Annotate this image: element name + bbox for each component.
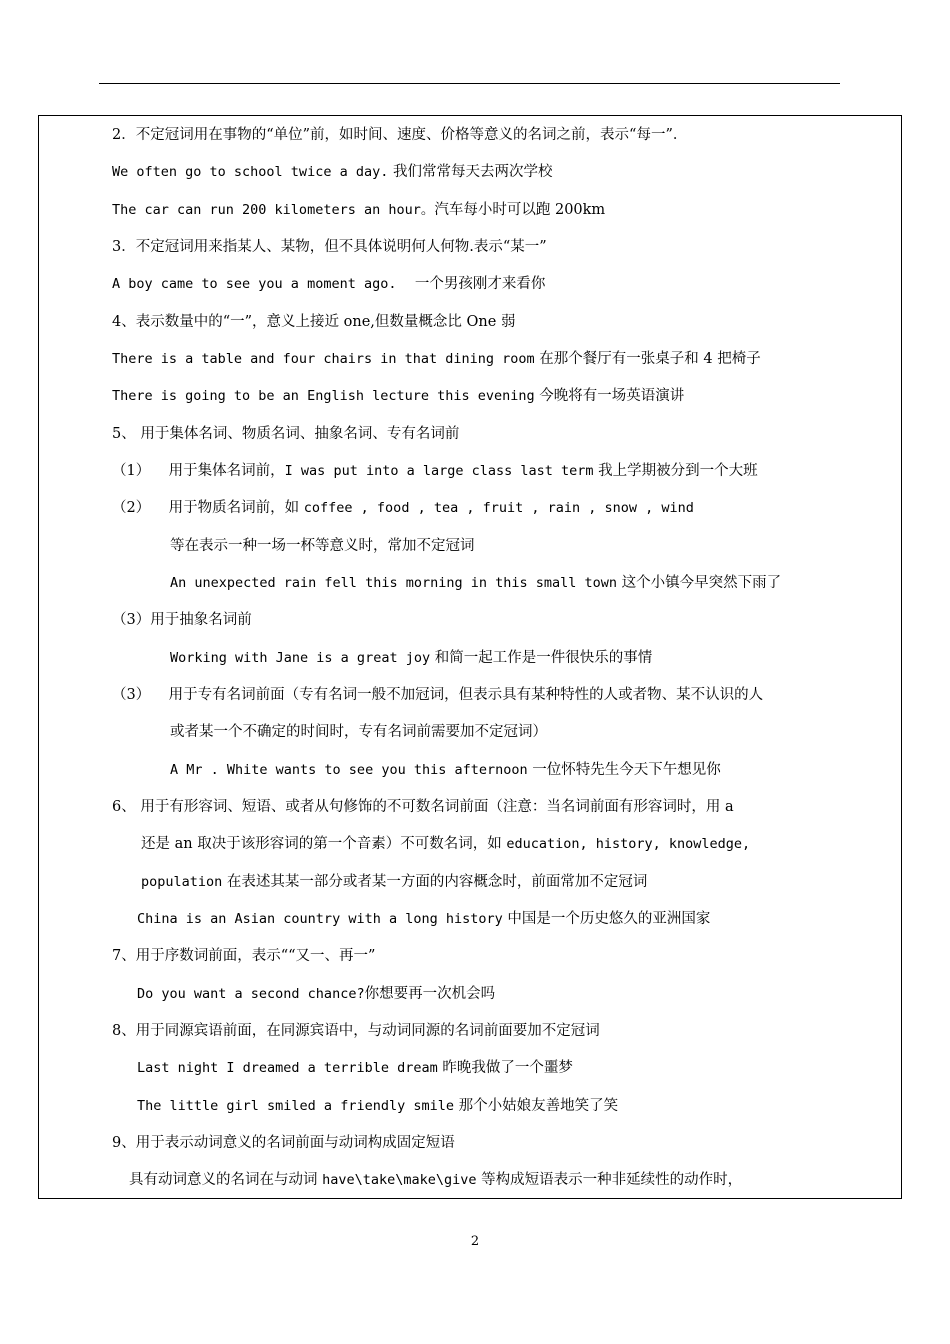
item-2-heading: 2．不定冠词用在事物的“单位”前，如时间、速度、价格等意义的名词之前，表示“每一”．: [112, 127, 688, 143]
sub-item-2-continued: 等在表示一种一场一杯等意义时，常加不定冠词: [170, 538, 475, 554]
sub-item-3: （3）用于抽象名词前: [112, 612, 252, 628]
item-7-heading: 7、用于序数词前面，表示““又一、再一”: [112, 948, 376, 964]
example-line: China is an Asian country with a long history 中国是一个历史悠久的亚洲国家: [137, 911, 711, 927]
header-rule: [99, 83, 840, 84]
example-line: Do you want a second chance?你想要再一次机会吗: [137, 986, 496, 1002]
example-line: We often go to school twice a day. 我们常常每天去两次学校: [112, 164, 553, 180]
item-3-heading: 3．不定冠词用来指某人、某物，但不具体说明何人何物.表示“某一”: [112, 239, 547, 255]
item-6-heading: 6、 用于有形容词、短语、或者从句修饰的不可数名词前面（注意：当名词前面有形容词时，用 a: [112, 799, 734, 815]
sub-item-2: （2） 用于物质名词前，如 coffee , food , tea , fruit , rain , snow , wind: [112, 500, 694, 516]
item-6-continued: population 在表述其某一部分或者某一方面的内容概念时，前面常加不定冠词: [141, 874, 648, 890]
example-line: There is going to be an English lecture this evening 今晚将有一场英语演讲: [112, 388, 685, 404]
example-line: An unexpected rain fell this morning in this small town 这个小镇今早突然下雨了: [170, 575, 782, 591]
example-line: The car can run 200 kilometers an hour。汽车每小时可以跑 200km: [112, 202, 606, 218]
item-9-description: 具有动词意义的名词在与动词 have\take\make\give 等构成短语表示一种非延续性的动作时，: [129, 1172, 743, 1188]
example-line: The little girl smiled a friendly smile 那个小姑娘友善地笑了笑: [137, 1098, 619, 1114]
item-5-heading: 5、 用于集体名词、物质名词、抽象名词、专有名词前: [112, 426, 460, 442]
example-line: Working with Jane is a great joy 和简一起工作是一件很快乐的事情: [170, 650, 653, 666]
sub-item-1: （1） 用于集体名词前，I was put into a large class last term 我上学期被分到一个大班: [112, 463, 758, 479]
example-line: Last night I dreamed a terrible dream 昨晚我做了一个噩梦: [137, 1060, 573, 1076]
page-number: 2: [470, 1234, 480, 1249]
example-line: A boy came to see you a moment ago. 一个男孩刚才来看你: [112, 276, 546, 292]
sub-item-3b-continued: 或者某一个不确定的时间时，专有名词前需要加不定冠词）: [170, 724, 547, 740]
item-8-heading: 8、用于同源宾语前面，在同源宾语中，与动词同源的名词前面要加不定冠词: [112, 1023, 600, 1039]
sub-item-3b: （3） 用于专有名词前面（专有名词一般不加冠词，但表示具有某种特性的人或者物、某不认识的人: [112, 687, 764, 703]
example-line: A Mr . White wants to see you this afternoon 一位怀特先生今天下午想见你: [170, 762, 721, 778]
item-6-continued: 还是 an 取决于该形容词的第一个音素）不可数名词，如 education, history, knowledge,: [141, 836, 751, 852]
example-line: There is a table and four chairs in that dining room 在那个餐厅有一张桌子和 4 把椅子: [112, 351, 761, 367]
item-9-heading: 9、用于表示动词意义的名词前面与动词构成固定短语: [112, 1135, 455, 1151]
item-4-heading: 4、表示数量中的“一”，意义上接近 one,但数量概念比 One 弱: [112, 314, 516, 330]
